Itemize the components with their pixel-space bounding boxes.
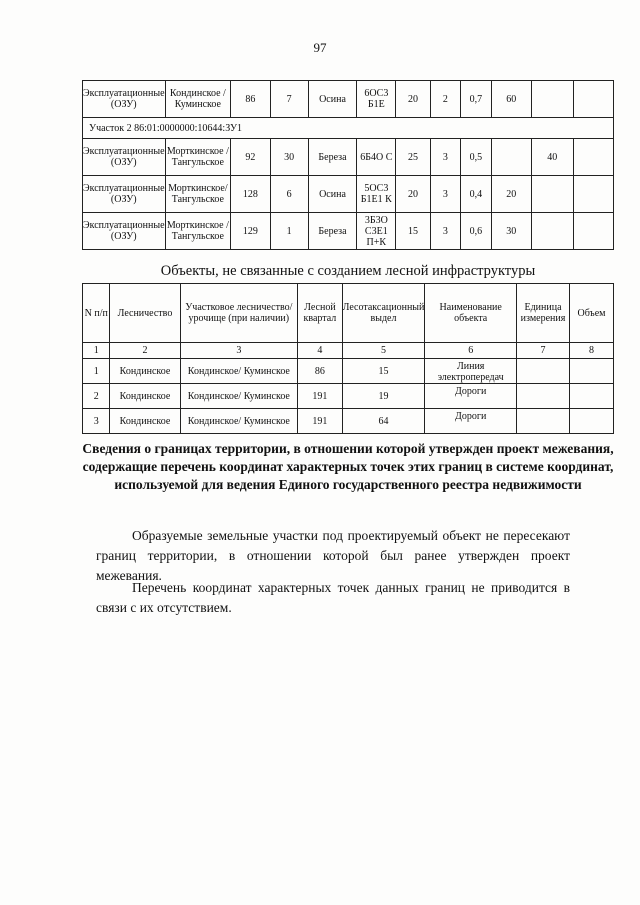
cell-composition: 5ОС3 Б1Е1 К <box>357 176 396 213</box>
cell-forestry: Морткинское / Тангульское <box>165 213 231 250</box>
cell-age: 20 <box>396 176 430 213</box>
cell-plot: 19 <box>342 384 425 409</box>
cell-plot: 1 <box>270 213 308 250</box>
cell-plot: 30 <box>270 139 308 176</box>
cell-bonitet: 3 <box>430 176 460 213</box>
cell-bonitet: 3 <box>430 139 460 176</box>
cell-density: 0,4 <box>461 176 492 213</box>
header-volume: Объем <box>569 284 613 343</box>
cell-forestry: Кондинское <box>110 359 180 384</box>
cell-value-3 <box>573 213 613 250</box>
cell-forestry: Кондинское / Куминское <box>165 81 231 118</box>
cell-density: 0,5 <box>461 139 492 176</box>
column-number: 7 <box>517 343 570 359</box>
column-number: 2 <box>110 343 180 359</box>
cell-quarter: 86 <box>298 359 343 384</box>
cell-purpose: Эксплуатационные (ОЗУ) <box>83 213 166 250</box>
table-row <box>83 384 614 409</box>
cell-density: 0,7 <box>461 81 492 118</box>
cell-value-1: 60 <box>491 81 531 118</box>
cell-plot: 6 <box>270 176 308 213</box>
cell-district: Кондинское/ Куминское <box>180 409 298 434</box>
column-number: 6 <box>425 343 517 359</box>
cell-forestry: Кондинское <box>110 409 180 434</box>
header-forestry: Лесничество <box>110 284 180 343</box>
column-number: 3 <box>180 343 298 359</box>
cell-plot: 64 <box>342 409 425 434</box>
body-paragraph: Перечень координат характерных точек данных границ не приводится в связи с их отсутствием. <box>96 580 570 615</box>
cell-volume <box>569 359 613 384</box>
cell-plot: 7 <box>270 81 308 118</box>
table-row <box>83 409 614 434</box>
cell-forestry: Морткинское / Тангульское <box>165 139 231 176</box>
cell-volume <box>569 409 613 434</box>
column-number: 4 <box>298 343 343 359</box>
cell-value-3 <box>573 139 613 176</box>
column-number: 5 <box>342 343 425 359</box>
cell-species: Береза <box>308 213 357 250</box>
cell-number: 1 <box>83 359 110 384</box>
cell-unit <box>517 359 570 384</box>
header-object-name: Наименование объекта <box>425 284 517 343</box>
cell-quarter: 128 <box>231 176 270 213</box>
table-row <box>83 213 614 250</box>
cell-species: Осина <box>308 176 357 213</box>
header-number: N п/п <box>83 284 110 343</box>
cell-value-3 <box>573 81 613 118</box>
cell-district: Кондинское/ Куминское <box>180 359 298 384</box>
cell-species: Береза <box>308 139 357 176</box>
cell-object-name: Дороги <box>425 384 517 409</box>
cell-composition: 6ОС3 Б1Е <box>357 81 396 118</box>
cell-value-1: 20 <box>491 176 531 213</box>
cell-quarter: 191 <box>298 384 343 409</box>
cell-number: 2 <box>83 384 110 409</box>
cell-quarter: 129 <box>231 213 270 250</box>
cell-object-name: Линия электропередач <box>425 359 517 384</box>
cell-value-1: 30 <box>491 213 531 250</box>
cell-value-2 <box>531 213 573 250</box>
objects-section-caption: Объекты, не связанные с созданием лесной инфраструктуры <box>160 263 536 279</box>
cell-unit <box>517 384 570 409</box>
forest-use-table <box>82 80 614 250</box>
cell-volume <box>569 384 613 409</box>
table-row <box>83 359 614 384</box>
cell-bonitet: 3 <box>430 213 460 250</box>
table-header-row <box>83 284 614 343</box>
column-number: 1 <box>83 343 110 359</box>
cell-number: 3 <box>83 409 110 434</box>
table-row <box>83 139 614 176</box>
cell-forestry: Кондинское <box>110 384 180 409</box>
cell-purpose: Эксплуатационные (ОЗУ) <box>83 176 166 213</box>
cell-density: 0,6 <box>461 213 492 250</box>
cell-plot: 15 <box>342 359 425 384</box>
cell-value-2 <box>531 176 573 213</box>
header-unit: Единица измерения <box>517 284 570 343</box>
cell-unit <box>517 409 570 434</box>
cell-age: 25 <box>396 139 430 176</box>
cell-value-1 <box>491 139 531 176</box>
objects-table <box>82 283 614 434</box>
body-paragraph: Образуемые земельные участки под проектируемый объект не пересекают границ территории, в отношении которой был ранее утвержден проект межевания. <box>96 528 570 583</box>
page-number: 97 <box>313 40 327 55</box>
column-number-row <box>83 343 614 359</box>
cell-species: Осина <box>308 81 357 118</box>
cell-object-name: Дороги <box>425 409 517 434</box>
cell-district: Кондинское/ Куминское <box>180 384 298 409</box>
cell-composition: 3Б3О С3Е1 П+К <box>357 213 396 250</box>
table-row <box>83 176 614 213</box>
cell-purpose: Эксплуатационные (ОЗУ) <box>83 81 166 118</box>
cell-composition: 6Б4О С <box>357 139 396 176</box>
cell-value-3 <box>573 176 613 213</box>
cell-quarter: 86 <box>231 81 270 118</box>
cell-purpose: Эксплуатационные (ОЗУ) <box>83 139 166 176</box>
cell-quarter: 191 <box>298 409 343 434</box>
plot-subheader: Участок 2 86:01:0000000:10644:ЗУ1 <box>83 118 614 139</box>
cell-bonitet: 2 <box>430 81 460 118</box>
cell-forestry: Морткинское/ Тангульское <box>165 176 231 213</box>
cell-age: 20 <box>396 81 430 118</box>
cell-value-2: 40 <box>531 139 573 176</box>
cell-age: 15 <box>396 213 430 250</box>
header-district: Участковое лесничество/урочище (при наличии) <box>180 284 298 343</box>
cell-value-2 <box>531 81 573 118</box>
header-quarter: Лесной квартал <box>298 284 343 343</box>
column-number: 8 <box>569 343 613 359</box>
table-row <box>83 81 614 118</box>
table-subheader-row <box>83 118 614 139</box>
boundaries-heading: Сведения о границах территории, в отношении которой утвержден проект межевания, содержащие перечень координат характерных точек этих границ в системе координат, используемой для ведения Единого государственного реестра недвижимости <box>82 441 614 492</box>
header-plot: Лесотаксационный выдел <box>342 284 425 343</box>
cell-quarter: 92 <box>231 139 270 176</box>
